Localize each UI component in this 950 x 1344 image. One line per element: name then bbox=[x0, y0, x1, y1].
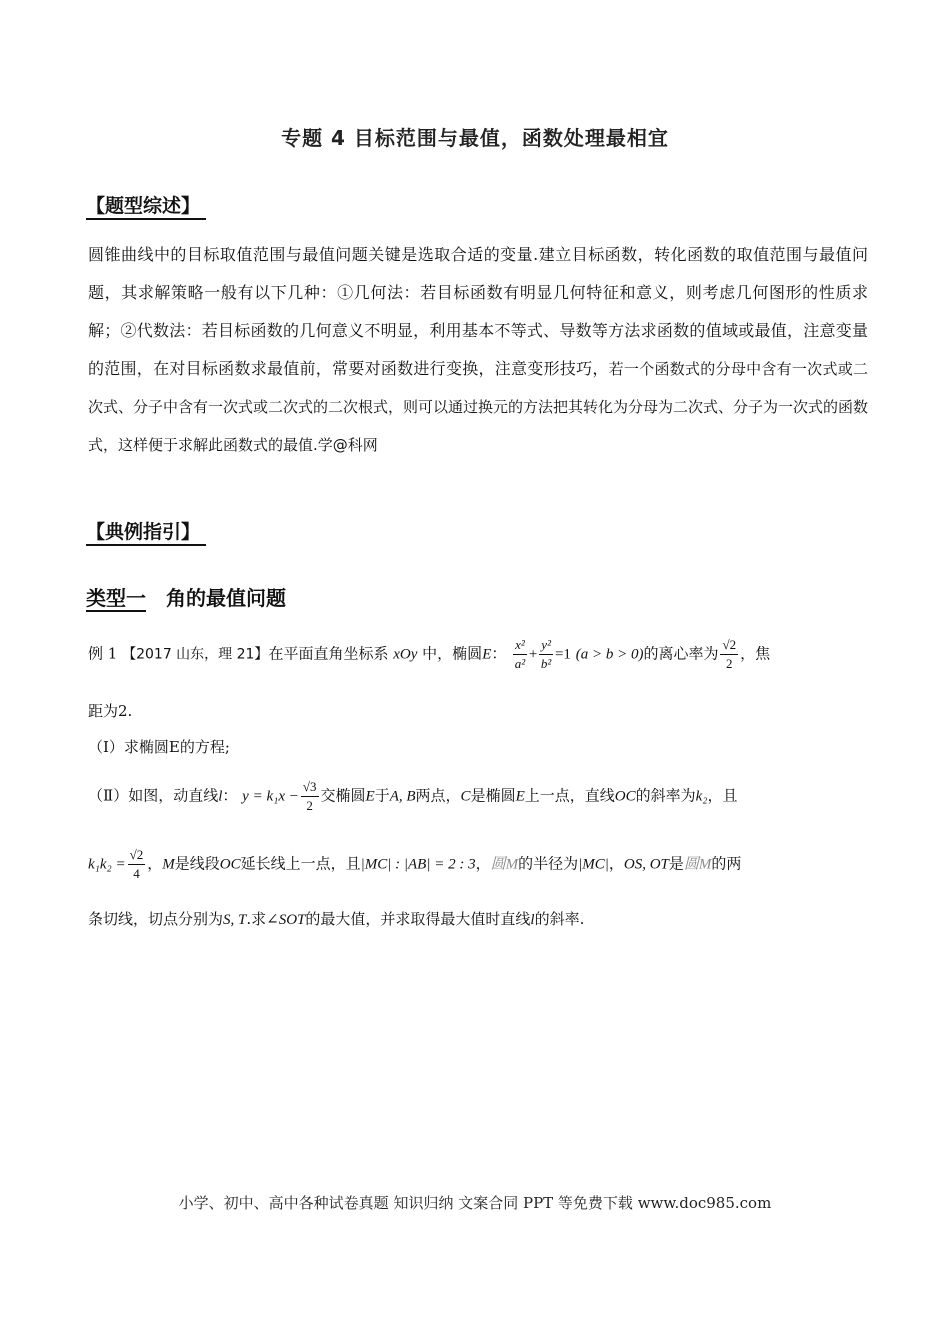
fraction-denominator: 4 bbox=[133, 866, 140, 881]
question-part-1: （Ⅰ）求椭圆E的方程; bbox=[88, 738, 230, 756]
fraction-denominator: b² bbox=[540, 656, 552, 671]
example-line-2: 距为2. bbox=[88, 702, 133, 720]
fraction-sqrt2-4 bbox=[128, 846, 146, 883]
part2-text: 的最大值，并求取得最大值时直线 bbox=[305, 910, 531, 928]
part2-text: 于 bbox=[374, 786, 390, 805]
part2-text: ， bbox=[475, 854, 491, 873]
circle-m: 圆M bbox=[683, 856, 712, 873]
point-m: M bbox=[162, 856, 175, 873]
fraction-sqrt2-2 bbox=[720, 636, 738, 673]
part2-text: 是 bbox=[668, 854, 684, 873]
segment-oc: OC bbox=[219, 856, 241, 873]
fraction-denominator: 2 bbox=[306, 798, 313, 813]
part2-text: 是椭圆 bbox=[470, 786, 516, 805]
part2-text: 的斜率. bbox=[534, 910, 585, 928]
fraction-numerator: y² bbox=[539, 636, 553, 655]
part2-text: 交椭圆 bbox=[320, 786, 366, 805]
question-part-2-line-1 bbox=[88, 778, 738, 815]
overview-paragraph bbox=[88, 236, 868, 464]
fraction-denominator: a² bbox=[514, 656, 526, 671]
slope-k2: k₂ bbox=[695, 788, 708, 805]
overview-text-part1: 圆锥曲线中的目标取值范围与最值问题关键是选取合适的变量.建立目标函数，转化函数的取值范围与最值问题，其求解策略一般有以下几种：①几何法：若目标函数有明显几何特征和意义，则考虑几何图形的性质求解；②代数法：若目标函数的几何意义不明显，利用基本不等式、导数等方法求函数的值域或最值，注意变量的范围，在对目标函数求最值前，常要对函数进行变换，注意变形技巧， bbox=[88, 245, 868, 378]
fraction-numerator: √2 bbox=[128, 846, 146, 865]
line-equation: y = k₁x − bbox=[242, 788, 299, 805]
angle-sot: ∠SOT bbox=[266, 912, 306, 928]
fraction-numerator: x² bbox=[513, 636, 527, 655]
page-footer: 小学、初中、高中各种试卷真题 知识归纳 文案合同 PPT 等免费下载 www.doc985.com bbox=[178, 1194, 772, 1212]
part2-text: 的两 bbox=[711, 854, 742, 873]
ellipse-name: E bbox=[482, 646, 492, 663]
fraction-x2-a2 bbox=[513, 636, 527, 673]
type-title: 角的最值问题 bbox=[166, 586, 286, 610]
part2-text: 两点， bbox=[415, 786, 461, 805]
example-text: 的离心率为 bbox=[643, 644, 719, 663]
plus-sign: + bbox=[528, 646, 538, 663]
example-line-1 bbox=[88, 636, 770, 673]
equation-rhs: =1 bbox=[554, 646, 571, 663]
page-title: 专题 4 目标范围与最值，函数处理最相宜 bbox=[281, 126, 669, 150]
example-label: 例 1 bbox=[88, 644, 118, 663]
part2-text: 条切线，切点分别为 bbox=[88, 910, 224, 928]
question-part-2-line-3 bbox=[88, 908, 584, 929]
circle-m: 圆M bbox=[490, 856, 519, 873]
line-name: l bbox=[218, 788, 223, 805]
example-text: ： bbox=[491, 644, 507, 663]
radius-mc: |MC| bbox=[578, 856, 609, 873]
part2-text: .求 bbox=[246, 910, 267, 928]
ellipse-name: E bbox=[365, 788, 375, 805]
part2-text: ， bbox=[608, 854, 624, 873]
points-ab: A, B bbox=[389, 788, 416, 805]
part2-text: 上一点，直线 bbox=[524, 786, 615, 805]
section-heading-examples: 【典例指引】 bbox=[86, 520, 206, 546]
fraction-numerator: √3 bbox=[301, 778, 319, 797]
part2-text: ： bbox=[222, 786, 238, 805]
part2-text: 是线段 bbox=[174, 854, 220, 873]
example-text: 中，椭圆 bbox=[422, 644, 483, 663]
part2-text: ， bbox=[147, 854, 163, 873]
ellipse-condition: (a > b > 0) bbox=[575, 646, 644, 663]
overview-text-part2: 若一个函数式的分母中含有一次式或二次式、分子中含有一次式或二次式的二次根式，则可以通过换元的方法把其转化为分母为二次式、分子为一次式的函数式，这样便于求解此函数式的最值.学@科网 bbox=[88, 360, 869, 454]
tangent-points: S, T bbox=[223, 912, 247, 928]
type-heading bbox=[86, 582, 286, 611]
fraction-numerator: √2 bbox=[720, 636, 738, 655]
example-text: ，焦 bbox=[740, 644, 771, 663]
example-text: 在平面直角坐标系 bbox=[268, 644, 389, 663]
part2-text: ，且 bbox=[707, 786, 738, 805]
coord-system: xOy bbox=[393, 646, 418, 663]
line-name: l bbox=[530, 912, 535, 928]
part2-text: 的半径为 bbox=[518, 854, 579, 873]
tangent-lines: OS, OT bbox=[623, 856, 669, 873]
part2-text: （Ⅱ）如图，动直线 bbox=[88, 786, 219, 805]
part2-text: 延长线上一点，且 bbox=[240, 854, 361, 873]
fraction-denominator: 2 bbox=[726, 656, 733, 671]
section-heading-overview: 【题型综述】 bbox=[86, 194, 206, 220]
question-part-2-line-2 bbox=[88, 846, 741, 883]
ellipse-name: E bbox=[515, 788, 525, 805]
slope-product: k₁k₂ = bbox=[88, 856, 126, 873]
length-ratio: |MC| : |AB| = 2 : 3 bbox=[360, 856, 476, 873]
fraction-y2-b2 bbox=[539, 636, 553, 673]
point-c: C bbox=[460, 788, 471, 805]
fraction-sqrt3-2 bbox=[301, 778, 319, 815]
part2-text: 的斜率为 bbox=[635, 786, 696, 805]
segment-oc: OC bbox=[614, 788, 636, 805]
example-source: 【2017 山东，理 21】 bbox=[122, 646, 269, 663]
type-label: 类型一 bbox=[86, 586, 146, 610]
